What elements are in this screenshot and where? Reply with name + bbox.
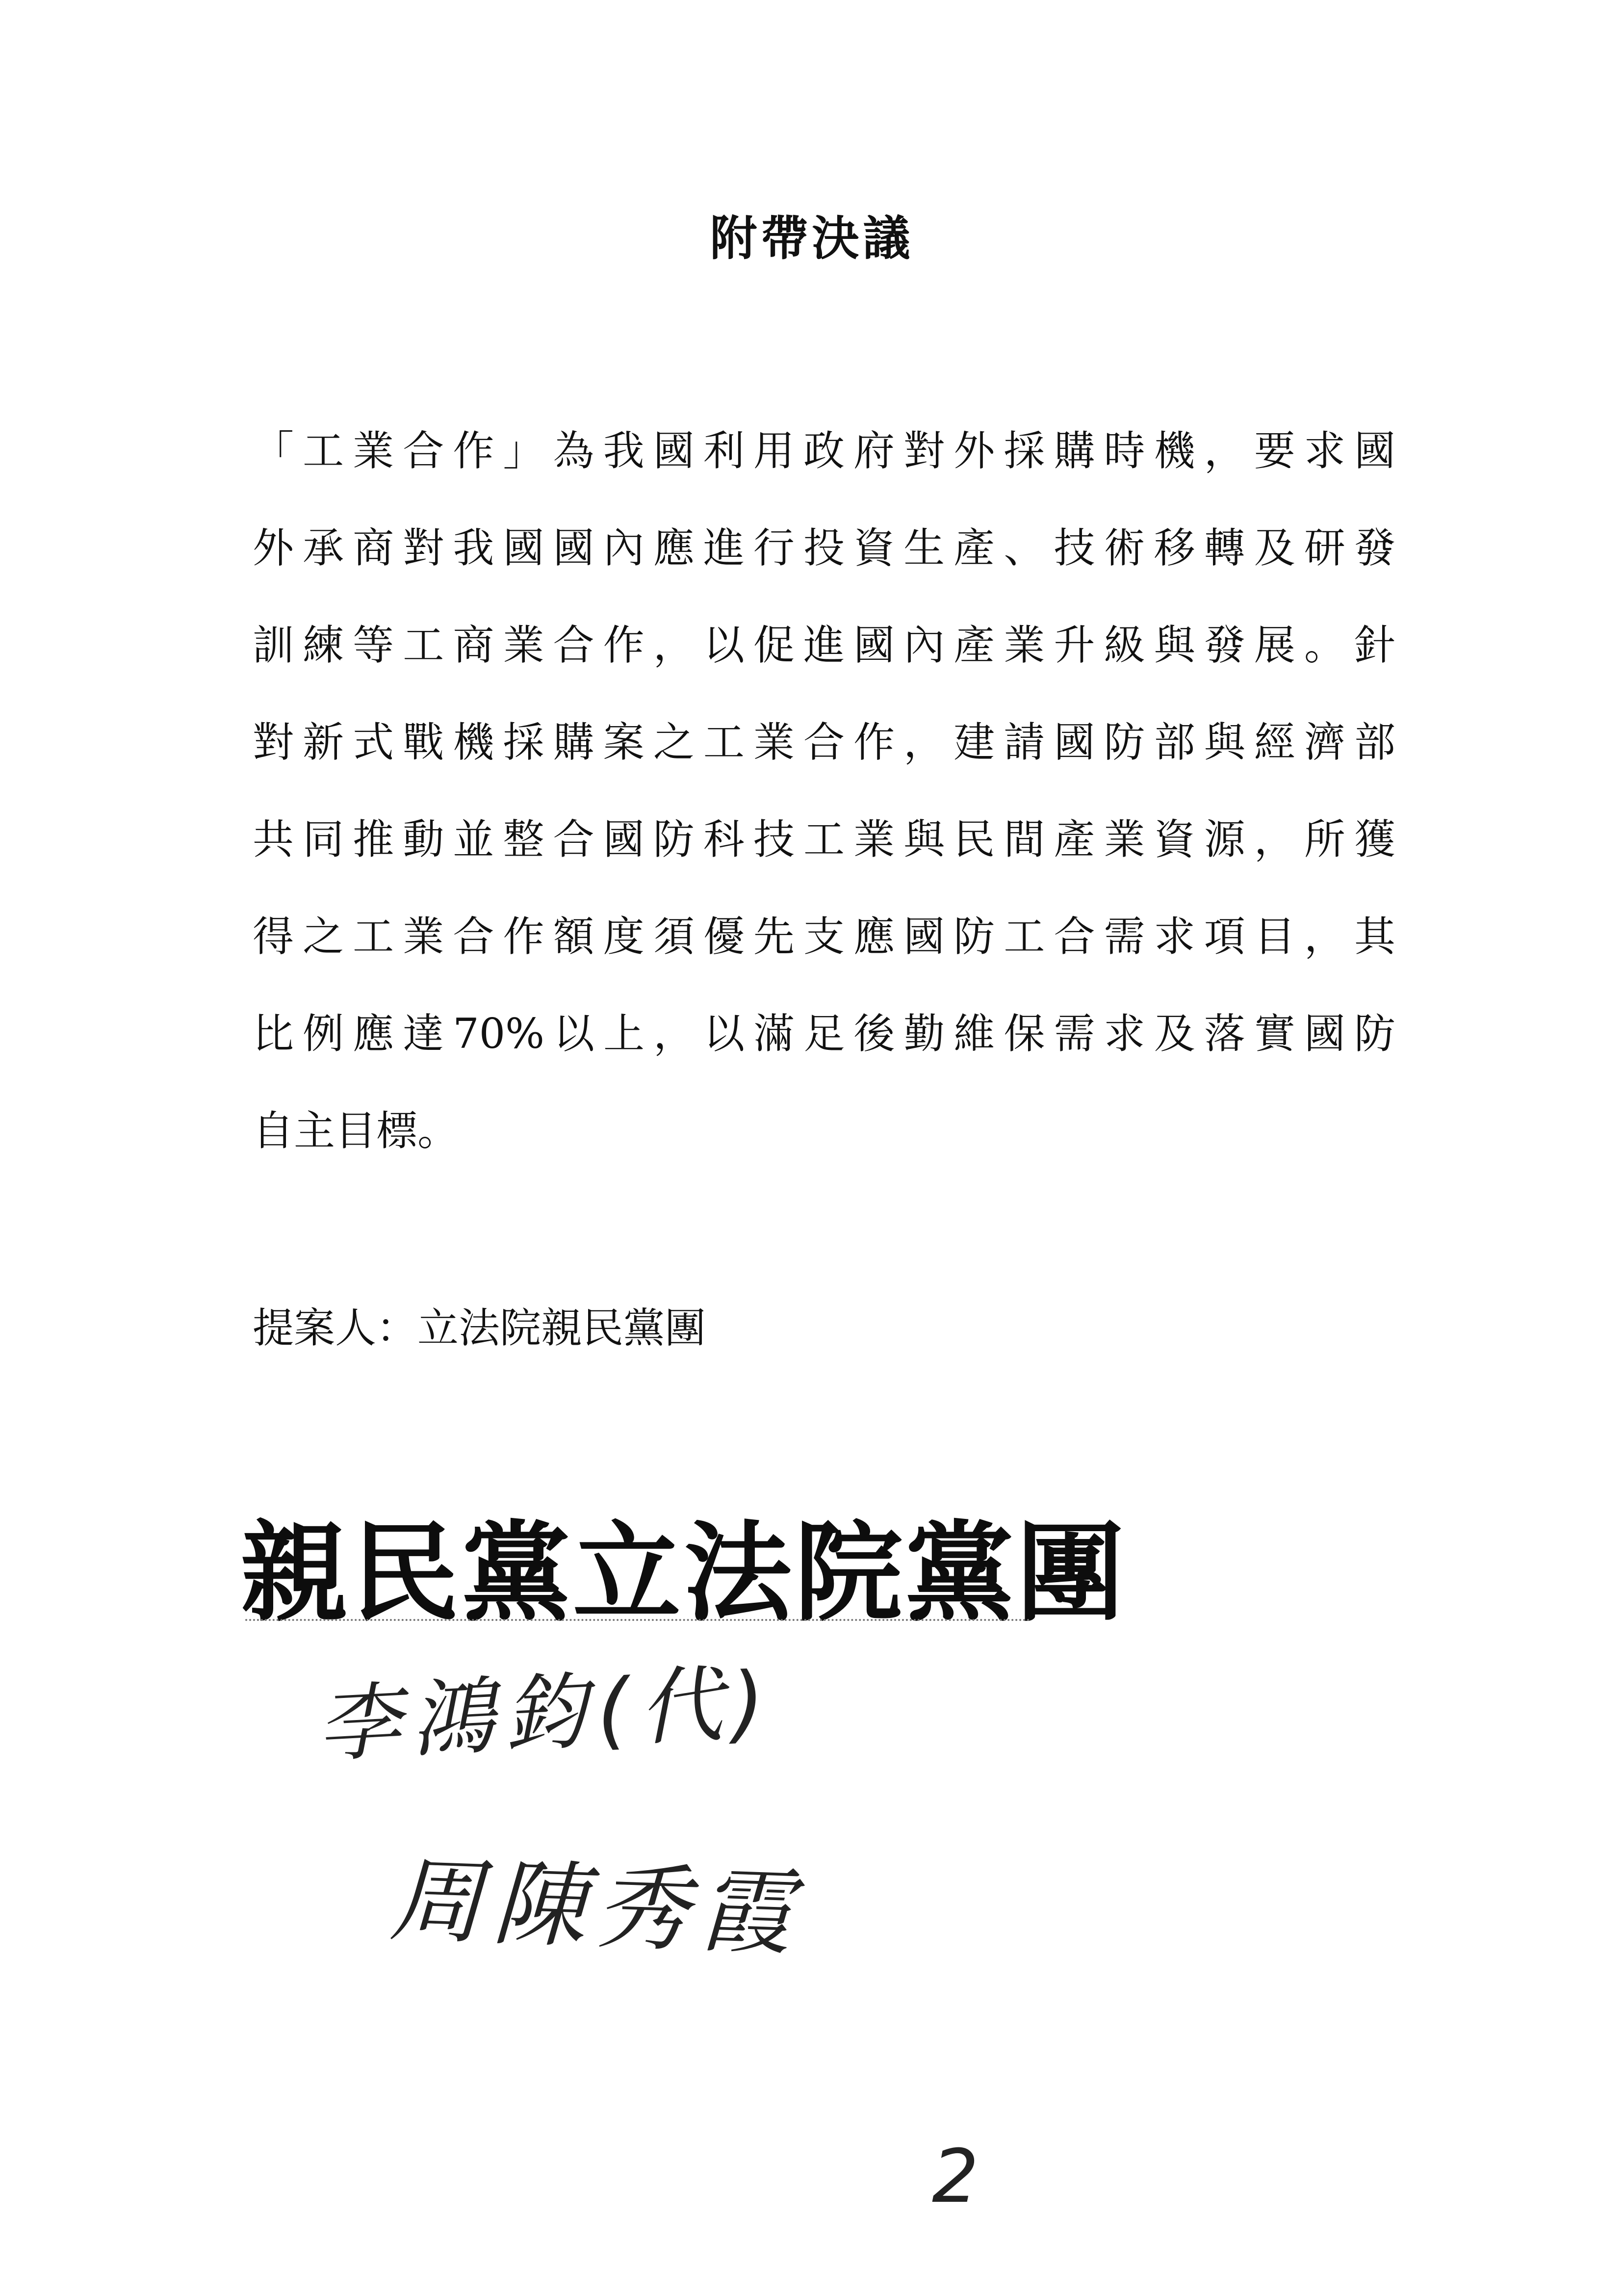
resolution-body xyxy=(253,402,1395,1179)
handwritten-signature: 周陳秀霞 xyxy=(387,1845,804,1969)
party-caucus-stamp: 親民黨立法院黨團 xyxy=(240,1509,1128,1636)
page-number: 2 xyxy=(932,2134,979,2219)
stamp-divider xyxy=(245,1619,1030,1621)
proposer-line: 提案人：立法院親民黨團 xyxy=(253,1304,706,1352)
body-line: 自主目標。 xyxy=(253,1107,459,1155)
handwritten-signature: 李鴻鈞(代) xyxy=(315,1653,777,1774)
body-line: 外承商對我國國內應進行投資生產、技術移轉及研發 xyxy=(253,524,1395,572)
body-line: 共同推動並整合國防科技工業與民間產業資源，所獲 xyxy=(253,815,1395,863)
document-title: 附帶決議 xyxy=(710,210,914,266)
body-line: 訓練等工商業合作，以促進國內產業升級與發展。針 xyxy=(253,621,1395,669)
body-line: 比例應達70%以上，以滿足後勤維保需求及落實國防 xyxy=(253,1010,1395,1058)
body-line: 「工業合作」為我國利用政府對外採購時機，要求國 xyxy=(253,427,1395,475)
body-line: 得之工業合作額度須優先支應國防工合需求項目，其 xyxy=(253,913,1395,961)
body-line: 對新式戰機採購案之工業合作，建請國防部與經濟部 xyxy=(253,718,1395,766)
